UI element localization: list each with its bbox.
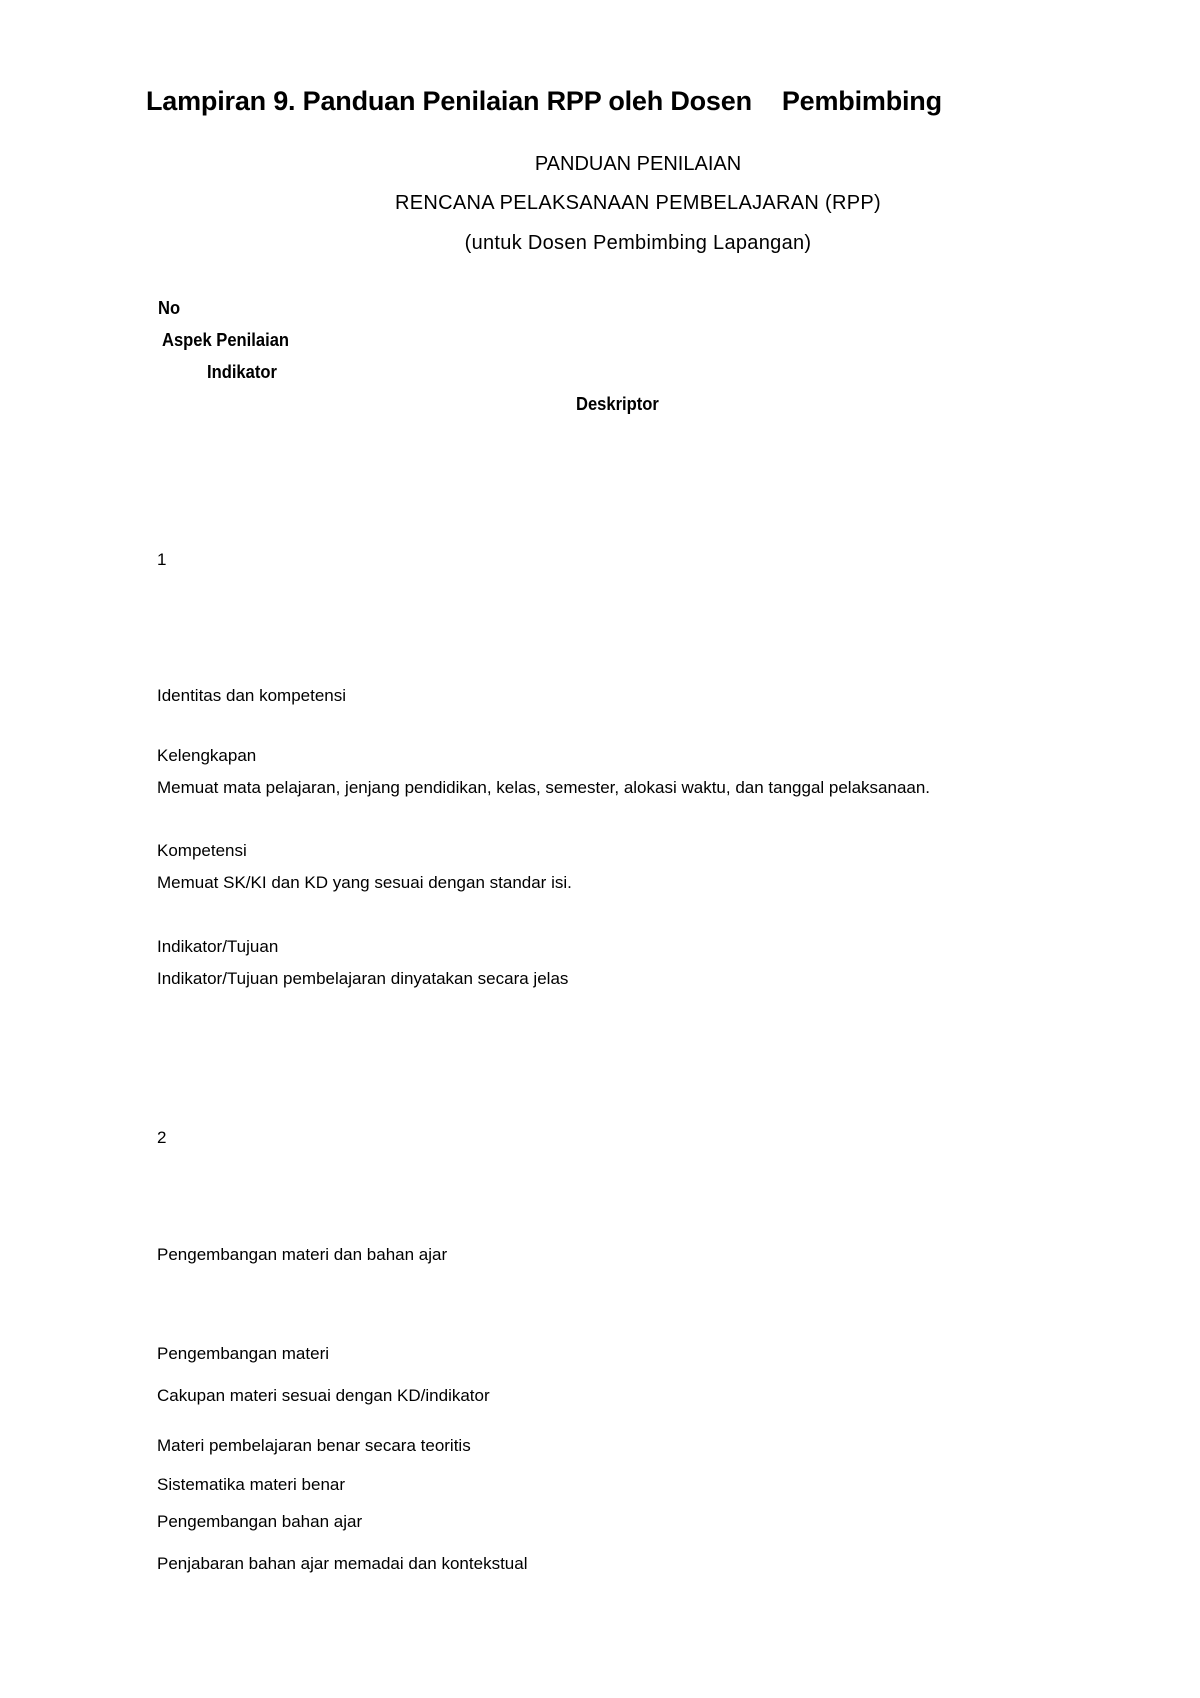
row-2-no: 2 xyxy=(157,1128,167,1147)
row-2-deskriptor-2a: Penjabaran bahan ajar memadai dan kontekstual xyxy=(157,1554,528,1573)
column-header-no: No xyxy=(158,298,181,318)
row-2-deskriptor-1a: Cakupan materi sesuai dengan KD/indikator xyxy=(157,1386,490,1405)
row-2-indikator-1: Pengembangan materi xyxy=(157,1344,330,1363)
row-1-indikator-3: Indikator/Tujuan xyxy=(157,937,279,956)
row-1-indikator-2: Kompetensi xyxy=(157,841,247,860)
column-header-indikator: Indikator xyxy=(207,362,277,382)
heading-line-3: (untuk Dosen Pembimbing Lapangan) xyxy=(464,232,812,254)
row-1-deskriptor-1: Memuat mata pelajaran, jenjang pendidikan, kelas, semester, alokasi waktu, dan tanggal pelaksanaan. xyxy=(157,778,931,797)
row-2-indikator-2: Pengembangan bahan ajar xyxy=(157,1512,363,1531)
column-header-aspek: Aspek Penilaian xyxy=(162,330,290,350)
row-2-aspek: Pengembangan materi dan bahan ajar xyxy=(157,1245,448,1264)
row-1-deskriptor-2: Memuat SK/KI dan KD yang sesuai dengan standar isi. xyxy=(157,873,572,892)
page-title-right: Pembimbing xyxy=(781,86,942,116)
row-1-deskriptor-3: Indikator/Tujuan pembelajaran dinyatakan secara jelas xyxy=(157,969,569,988)
row-1-indikator-1: Kelengkapan xyxy=(157,746,257,765)
page-title xyxy=(146,86,942,117)
heading-line-1: PANDUAN PENILAIAN xyxy=(534,153,742,175)
column-header-deskriptor: Deskriptor xyxy=(576,394,659,414)
row-2-deskriptor-1c: Sistematika materi benar xyxy=(157,1475,346,1494)
row-1-aspek: Identitas dan kompetensi xyxy=(157,686,347,705)
page-title-left: Lampiran 9. Panduan Penilaian RPP oleh Dosen xyxy=(146,86,752,116)
row-1-no: 1 xyxy=(157,550,167,569)
row-2-deskriptor-1b: Materi pembelajaran benar secara teoritis xyxy=(157,1436,471,1455)
heading-line-2: RENCANA PELAKSANAAN PEMBELAJARAN (RPP) xyxy=(395,192,881,214)
